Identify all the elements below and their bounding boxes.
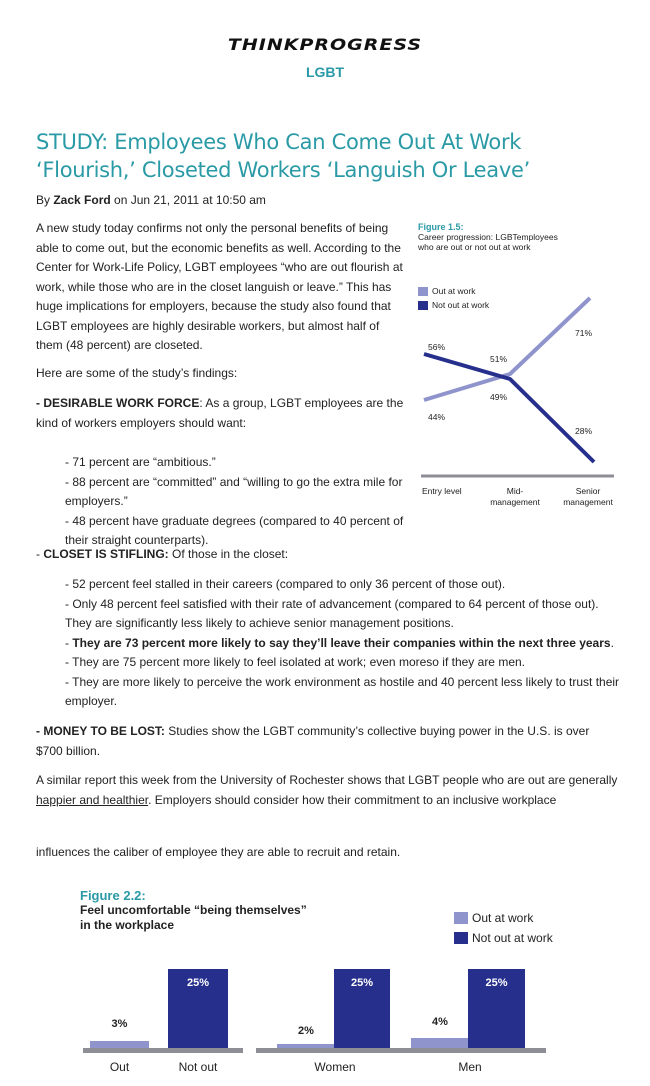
value-label: 51%	[490, 354, 508, 364]
value-label: 71%	[575, 328, 593, 338]
list-item: - 71 percent are “ambitious.”	[65, 455, 216, 469]
list-item: - 52 percent feel stalled in their careers (compared to only 36 percent of those out).	[65, 577, 506, 591]
bar-out	[90, 1041, 149, 1048]
figure-title: Figure 2.2:	[80, 888, 146, 903]
legend-label: Out at work	[472, 911, 534, 925]
value-label: 56%	[428, 342, 446, 352]
happier-healthier-link[interactable]: happier and healthier	[36, 792, 149, 807]
desirable-list	[65, 453, 410, 551]
value-label: 49%	[490, 392, 508, 402]
section-text: Studies show the LGBT community’s collective buying power in the U.S. is over $700 billion.	[36, 724, 590, 758]
closing-text-cont: . Employers should consider how their commitment to an inclusive workplace	[148, 792, 557, 807]
bar-value: 25%	[485, 977, 508, 989]
closet-list	[65, 575, 625, 712]
bar-value: 2%	[298, 1025, 314, 1037]
bar-value: 4%	[432, 1016, 448, 1028]
category-label: Not out	[178, 1060, 218, 1074]
figure-subtitle: Career progression: LGBTemployees who are out or not out at work	[418, 232, 558, 252]
intro-paragraph: A new study today confirms not only the personal benefits of being able to come out, but the economic benefits as well. According to the Center for Work-Life Policy, LGBT employees “who are out flourish at work, while those who are in the closet languish or leave.” This has huge implications for employers, because the study also found that LGBT employees are highly desirable workers, but almost half of them (48 percent) are closeted.	[36, 221, 403, 352]
legend-out-at-work	[454, 908, 553, 928]
line-out-at-work	[424, 298, 593, 400]
list-item: - Only 48 percent feel satisfied with their rate of advancement (compared to 64 percent of those out). They are significantly less likely to achieve senior management positions.	[65, 596, 599, 630]
section-heading: - DESIRABLE WORK FORCE	[36, 396, 200, 410]
list-item: - They are more likely to perceive the work environment as hostile and 40 percent less likely to trust their employer.	[65, 674, 620, 708]
byline-prefix: By	[36, 193, 54, 207]
line-chart-plot	[418, 222, 618, 512]
section-text: : As a group, LGBT employees are the kind of workers employers should want:	[36, 396, 404, 430]
value-label: 28%	[575, 426, 593, 436]
section-money-to-be-lost	[36, 722, 616, 761]
category-label: Women	[314, 1060, 356, 1074]
section-text: Of those in the closet:	[168, 547, 289, 561]
section-prefix: -	[36, 547, 44, 561]
bar-value: 25%	[350, 977, 374, 989]
section-closet-stifling	[36, 545, 616, 565]
category-label[interactable]: LGBT	[305, 64, 345, 80]
bar-value: 25%	[186, 977, 210, 989]
bar-women-out	[277, 1044, 335, 1048]
x-tick-label: Senior management	[563, 486, 613, 507]
list-item-bold: They are 73 percent more likely to say they’ll leave their companies within the next three years	[72, 635, 611, 650]
bar-value: 3%	[111, 1018, 128, 1030]
value-label: 44%	[428, 412, 446, 422]
figure-title: Figure 1.5:	[418, 222, 464, 232]
list-item: - 48 percent have graduate degrees (compared to 40 percent of their straight counterparts).	[65, 513, 404, 547]
category-label: Men	[458, 1060, 482, 1074]
closing-continuation: influences the caliber of employee they are able to recruit and retain.	[36, 845, 401, 859]
findings-intro: Here are some of the study’s findings:	[36, 366, 238, 380]
x-tick-label: Entry level	[422, 486, 462, 496]
line-not-out-at-work	[424, 354, 594, 462]
legend-label: Not out at work	[472, 931, 553, 945]
closing-paragraph	[36, 771, 626, 810]
chart-legend	[454, 908, 553, 948]
closing-text: A similar report this week from the University of Rochester shows that LGBT people who are out are generally	[36, 773, 618, 787]
byline	[36, 193, 266, 207]
figure-uncomfortable	[80, 888, 620, 1086]
section-desirable-work-force	[36, 394, 406, 433]
legend-swatch-not-out	[454, 932, 468, 944]
section-heading: CLOSET IS STIFLING:	[43, 547, 169, 561]
legend-label: Out at work	[432, 286, 476, 296]
axis-baseline	[83, 1048, 243, 1053]
legend-swatch-out	[454, 912, 468, 924]
axis-baseline	[256, 1048, 546, 1053]
figure-subtitle: Feel uncomfortable “being themselves” in the workplace	[80, 903, 307, 932]
legend-label: Not out at work	[432, 300, 490, 310]
x-tick-label: Mid- management	[490, 486, 540, 507]
category-label: Out	[109, 1060, 130, 1074]
list-item: - They are 73 percent more likely to say they’ll leave their companies within the next three years.	[65, 635, 614, 650]
author-name[interactable]: Zack Ford	[53, 193, 111, 207]
figure-career-progression	[418, 222, 618, 512]
bar-men-out	[411, 1038, 469, 1048]
byline-date: on Jun 21, 2011 at 10:50 am	[110, 193, 266, 207]
site-logo[interactable]: THINKPROGRESS	[227, 35, 423, 55]
list-item: - 88 percent are “committed” and “willing to go the extra mile for employers.”	[65, 474, 403, 508]
section-heading: - MONEY TO BE LOST:	[36, 724, 165, 738]
list-item: - They are 75 percent more likely to feel isolated at work; even moreso if they are men.	[65, 655, 525, 669]
legend-not-out-at-work	[454, 928, 553, 948]
article-title: STUDY: Employees Who Can Come Out At Work ‘Flourish,’ Closeted Workers ‘Languish Or Leave’	[36, 130, 530, 182]
